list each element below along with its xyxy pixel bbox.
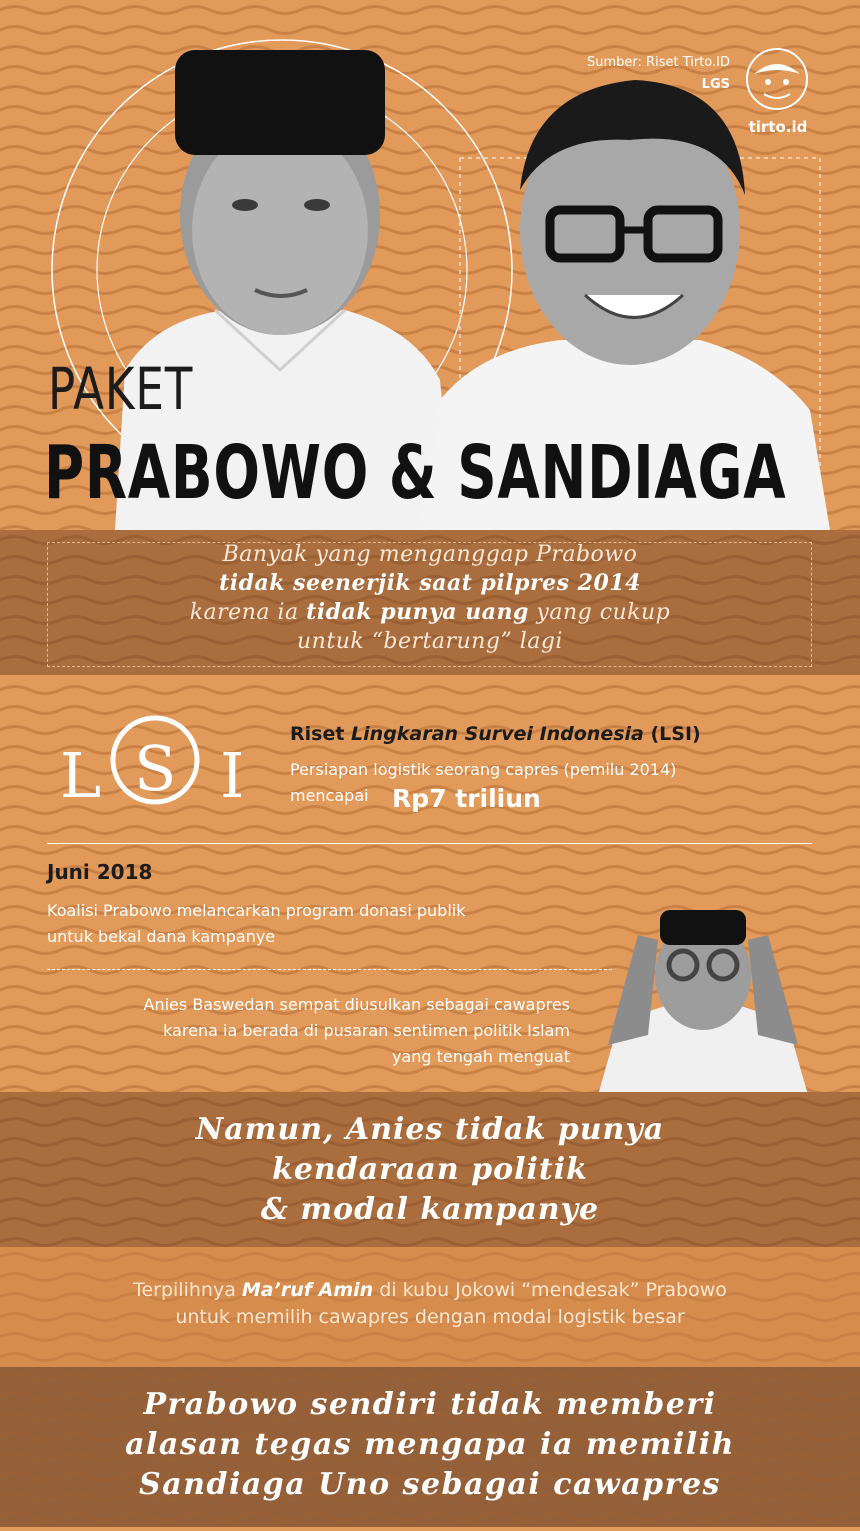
june-description [47, 898, 465, 950]
quote3-line2: alasan tegas mengapa ia memilih [125, 1427, 735, 1462]
title-line-1: PAKET [48, 355, 194, 423]
quote1-line2-bold: tidak seenerjik saat pilpres 2014 [219, 570, 641, 596]
quote1-line4: untuk “bertarung” lagi [297, 629, 563, 654]
brand-name: tirto.id [748, 118, 808, 136]
maruf-line2: untuk memilih cawapres dengan modal logistik besar [175, 1306, 685, 1328]
june-line1: Koalisi Prabowo melancarkan program donasi publik [47, 901, 466, 920]
svg-text:L: L [60, 739, 102, 805]
dashed-divider [47, 969, 612, 970]
quote3-line3: Sandiaga Uno sebagai cawapres [139, 1467, 721, 1502]
title-line-2: PRABOWO & SANDIAGA [44, 430, 787, 516]
maruf-name: Ma’ruf Amin [241, 1279, 374, 1301]
quote2-line2: kendaraan politik [272, 1152, 588, 1187]
anies-description [143, 992, 570, 1070]
lsi-desc-line1: Persiapan logistik seorang capres (pemilu 2014) [290, 760, 677, 779]
anies-line3: yang tengah menguat [391, 1047, 570, 1066]
lsi-logo-graphic [60, 705, 250, 805]
maruf-line1-a: Terpilihnya [133, 1279, 242, 1301]
svg-text:S: S [134, 732, 177, 805]
quote1-text [0, 540, 860, 656]
author-initials: LGS [701, 77, 730, 92]
source-credit [587, 52, 730, 96]
quote1-line3 [0, 598, 860, 627]
lsi-logo [60, 705, 250, 805]
maruf-line1 [0, 1277, 860, 1304]
quote1-line3-a: karena ia [189, 600, 307, 625]
anies-line1: Anies Baswedan sempat diusulkan sebagai cawapres [143, 995, 570, 1014]
anies-line2: karena ia berada di pusaran sentimen politik Islam [163, 1021, 570, 1040]
quote1-line3-c: yang cukup [528, 600, 671, 625]
quote2-line1: Namun, Anies tidak punya [195, 1112, 665, 1147]
anies-portrait [578, 905, 828, 1095]
quote1-line1: Banyak yang menganggap Prabowo [222, 542, 638, 567]
svg-text:I: I [220, 739, 245, 805]
lsi-desc-line2: mencapai [290, 786, 369, 805]
maruf-line1-c: di kubu Jokowi “mendesak” Prabowo [373, 1279, 727, 1301]
hero-section [0, 0, 860, 530]
maruf-text [0, 1277, 860, 1331]
june-line2: untuk bekal dana kampanye [47, 927, 276, 946]
june-title: Juni 2018 [47, 860, 153, 884]
quote1-line2 [0, 569, 860, 598]
quote3-text [0, 1385, 860, 1505]
divider [47, 843, 812, 844]
quote1-line3-b: tidak punya uang [306, 599, 529, 625]
quote3-line1: Prabowo sendiri tidak memberi [143, 1387, 717, 1422]
lsi-title-b: Lingkaran Survei Indonesia [351, 723, 644, 745]
lsi-title-a: Riset [290, 723, 352, 745]
quote2-text [0, 1110, 860, 1230]
quote2-line3: & modal kampanye [260, 1192, 600, 1227]
lsi-amount: Rp7 triliun [392, 784, 541, 813]
lsi-title-c: (LSI) [643, 723, 701, 745]
lsi-title [290, 723, 701, 745]
source-text: Sumber: Riset Tirto.ID [587, 55, 730, 70]
